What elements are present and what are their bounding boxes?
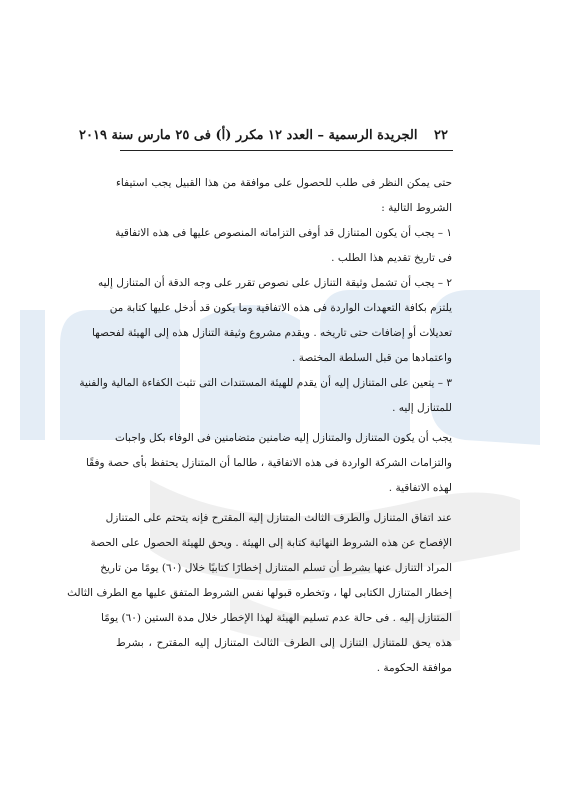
gazette-title: الجريدة الرسمية – العدد ١٢ مكرر (أ) فى ٢٥ مارس سنة ٢٠١٩ xyxy=(79,128,418,143)
paragraph-line: عند اتفاق المتنازل والطرف الثالث المتنازل إليه المقترح فإنه يتحتم على المتنازل xyxy=(105,512,452,524)
paragraph-line: ٣ – يتعين على المتنازل إليه أن يقدم للهيئة المستندات التى تثبت الكفاءة المالية والفنية xyxy=(79,377,452,389)
paragraph-line: تعديلات أو إضافات حتى تاريخه . ويقدم مشروع وثيقة التنازل هذه إلى الهيئة لفحصها xyxy=(91,327,452,339)
paragraph-line: ١ – يجب أن يكون المتنازل قد أوفى التزاماته المنصوص عليها فى هذه الاتفاقية xyxy=(115,227,452,239)
paragraph-line: ٢ – يجب أن تشمل وثيقة التنازل على نصوص تقرر على وجه الدقة أن المتنازل إليه xyxy=(97,277,452,289)
paragraph-line: الشروط التالية : xyxy=(381,202,452,214)
page-header xyxy=(79,128,448,143)
paragraph-line: المتنازل إليه . فى حالة عدم تسليم الهيئة لهذا الإخطار خلال مدة الستين (٦٠) يومًا xyxy=(100,612,452,624)
paragraph-line: هذه يحق للمتنازل التنازل إلى الطرف الثالث المتنازل إليه المقترح ، بشرط xyxy=(116,637,452,649)
paragraph-line: يلتزم بكافة التعهدات الواردة فى هذه الاتفاقية وما يكون قد أدخل عليها كتابة من xyxy=(109,302,452,314)
header-rule xyxy=(120,150,453,151)
paragraph-line: موافقة الحكومة . xyxy=(376,662,452,674)
paragraph-line: يجب أن يكون المتنازل والمتنازل إليه ضامنين متضامنين فى الوفاء بكل واجبات xyxy=(114,432,452,444)
paragraph-line: لهذه الاتفاقية . xyxy=(388,482,452,494)
paragraph-line: إخطار المتنازل الكتابى لها ، وتخطره قبولها نفس الشروط المتفق عليها مع الطرف الثالث xyxy=(67,587,452,599)
paragraph-line: فى تاريخ تقديم هذا الطلب . xyxy=(331,252,452,264)
paragraph-line: والتزامات الشركة الواردة فى هذه الاتفاقية ، طالما أن المتنازل يحتفظ بأى حصة وفقًا xyxy=(85,457,452,469)
paragraph-line: واعتمادها من قبل السلطة المختصة . xyxy=(292,352,452,364)
paragraph-line: للمتنازل إليه . xyxy=(392,402,452,414)
page-number: ٢٢ xyxy=(434,128,448,143)
paragraph-line: الإفصاح عن هذه الشروط النهائية كتابة إلى الهيئة . ويحق للهيئة الحصول على الحصة xyxy=(90,537,452,549)
paragraph-line: حتى يمكن النظر فى طلب للحصول على موافقة من هذا القبيل يجب استيفاء xyxy=(116,177,452,189)
paragraph-line: المراد التنازل عنها بشرط أن تسلم المتنازل إخطارًا كتابيًا خلال (٦٠) يومًا من تاريخ xyxy=(100,562,452,574)
